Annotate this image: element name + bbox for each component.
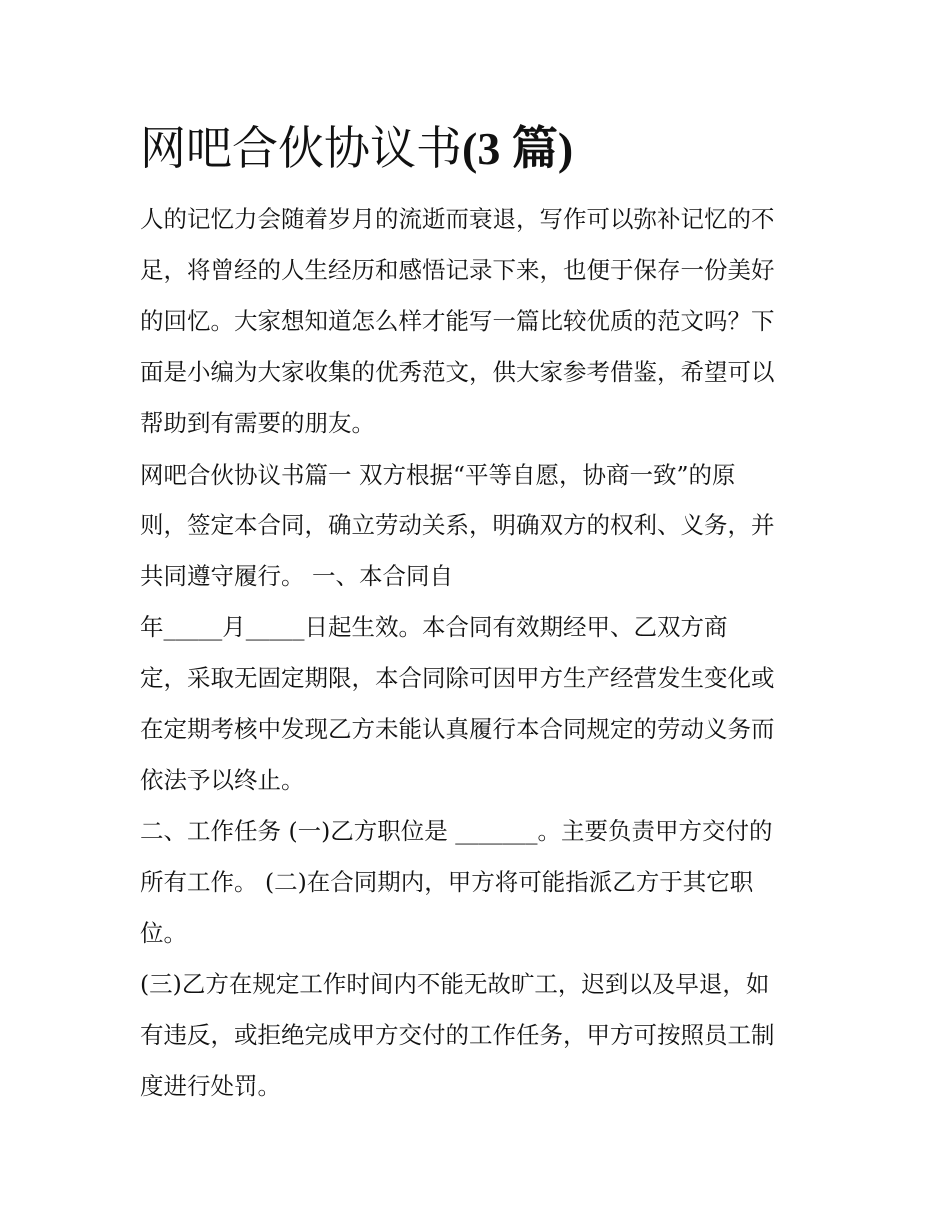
body-line: 二、工作任务 (一)乙方职位是 _______。主要负责甲方交付的	[140, 817, 773, 845]
body-line: 帮助到有需要的朋友。	[140, 409, 375, 437]
body-line: 在定期考核中发现乙方未能认真履行本合同规定的劳动义务而	[140, 715, 775, 743]
body-line: 网吧合伙协议书篇一 双方根据“平等自愿，协商一致”的原	[140, 461, 736, 489]
body-line: 依法予以终止。	[140, 766, 305, 794]
body-line: 面是小编为大家收集的优秀范文，供大家参考借鉴，希望可以	[140, 358, 775, 386]
body-line: 年_____月_____日起生效。本合同有效期经甲、乙双方商	[140, 613, 728, 641]
title-main: 网吧合伙协议书	[140, 121, 462, 175]
body-line: 所有工作。 (二)在合同期内，甲方将可能指派乙方于其它职	[140, 868, 754, 896]
document-title	[140, 118, 573, 179]
title-suffix: (3 篇)	[462, 123, 574, 174]
body-line: 的回忆。大家想知道怎么样才能写一篇比较优质的范文吗？下	[140, 307, 775, 335]
body-line: (三)乙方在规定工作时间内不能无故旷工，迟到以及早退，如	[140, 970, 770, 998]
body-line: 位。	[140, 919, 187, 947]
body-line: 有违反，或拒绝完成甲方交付的工作任务，甲方可按照员工制	[140, 1021, 775, 1049]
body-line: 足，将曾经的人生经历和感悟记录下来，也便于保存一份美好	[140, 256, 775, 284]
body-line: 人的记忆力会随着岁月的流逝而衰退，写作可以弥补记忆的不	[140, 205, 775, 233]
body-line: 则，签定本合同，确立劳动关系，明确双方的权利、义务，并	[140, 511, 775, 539]
body-line: 共同遵守履行。 一、本合同自	[140, 562, 453, 590]
body-line: 定，采取无固定期限，本合同除可因甲方生产经营发生变化或	[140, 664, 775, 692]
body-line: 度进行处罚。	[140, 1072, 281, 1100]
